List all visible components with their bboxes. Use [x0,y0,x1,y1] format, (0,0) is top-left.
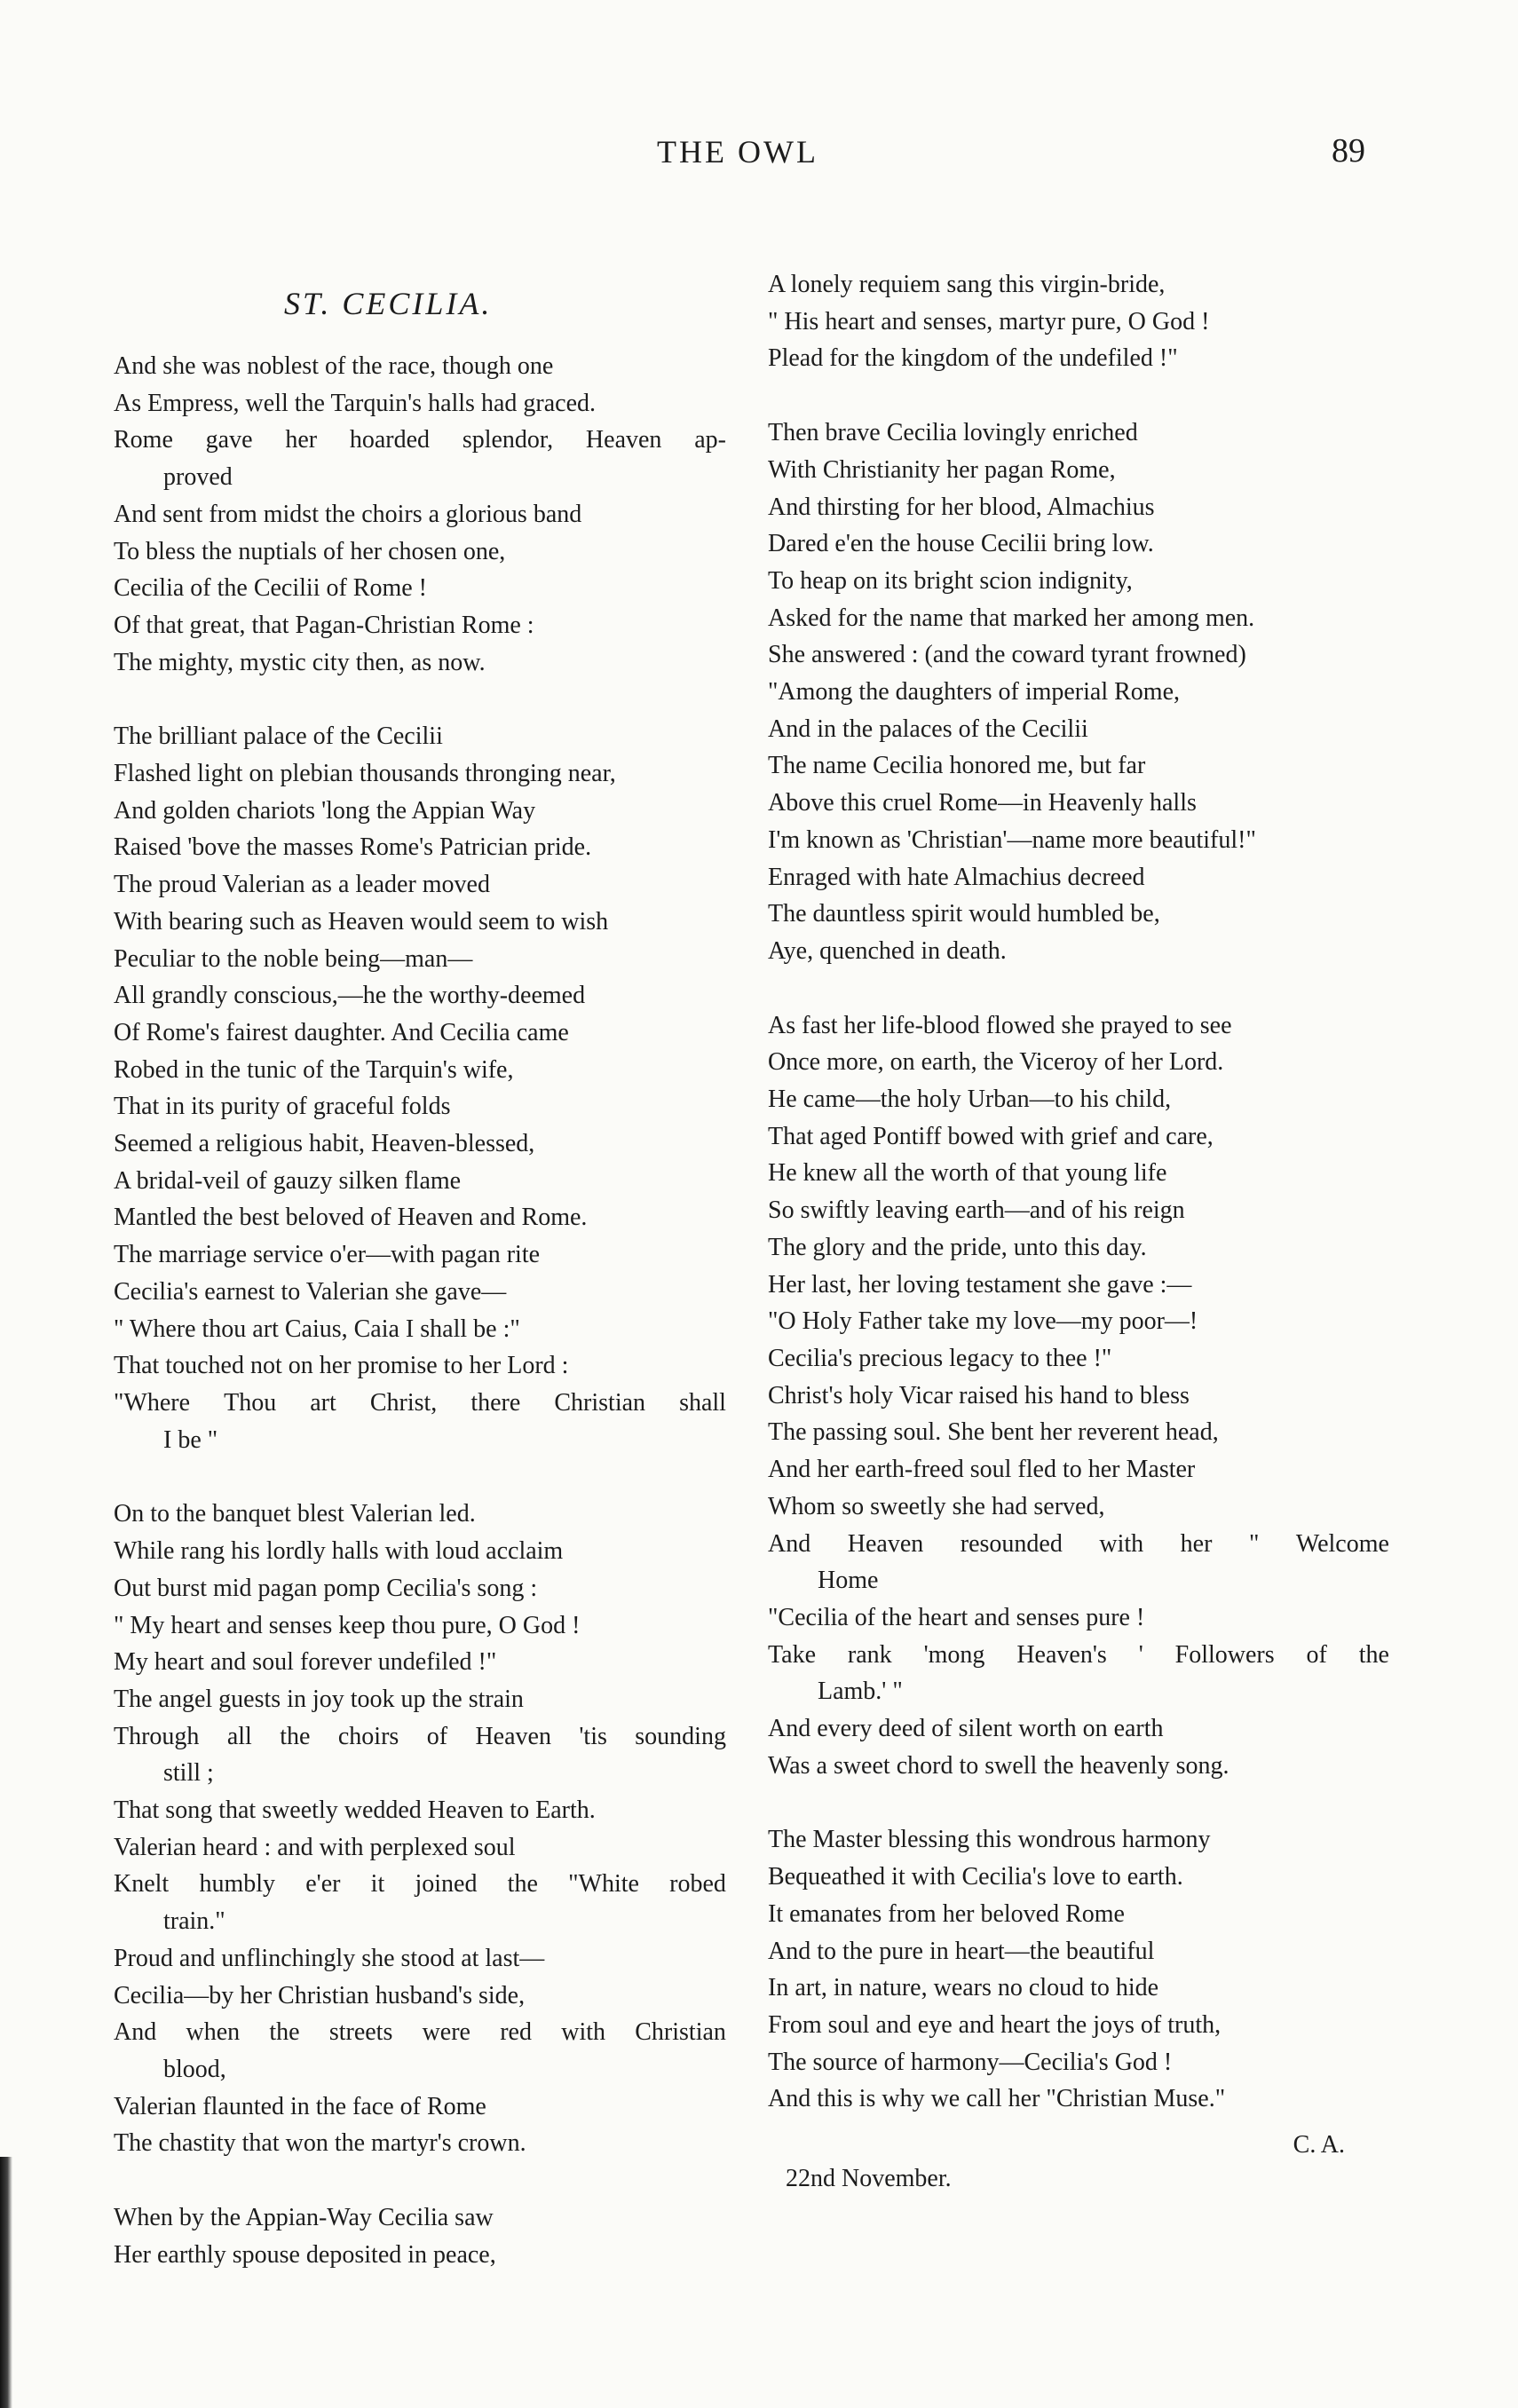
date-line: 22nd November. [786,2164,952,2192]
poem-line: Cecilia's precious legacy to thee !" [768,1344,1112,1372]
word: with [561,2018,605,2047]
poem-line: While rang his lordly halls with loud acclaim [114,1537,564,1566]
stanza-gap [114,2162,726,2199]
poem-line: Raised 'bove the masses Rome's Patrician pride. [114,833,592,862]
poem-line: That song that sweetly wedded Heaven to Earth. [114,1796,596,1825]
stanza-gap [114,1458,726,1496]
word: Christian [554,1388,646,1417]
poem-line: Asked for the name that marked her among men. [768,604,1255,632]
poem-line: Flashed light on plebian thousands thronging near, [114,760,616,788]
word: the [1358,1640,1389,1669]
poem-line: She answered : (and the coward tyrant frowned) [768,641,1246,669]
word: the [269,2018,300,2047]
poem-line: On to the banquet blest Valerian led. [114,1500,476,1528]
poem-line: To heap on its bright scion indignity, [768,566,1133,595]
poem-line: Proud and unflinchingly she stood at last— [114,1944,545,1972]
poem-title: ST. CECILIA. [284,286,493,321]
poem-line [768,1526,1389,1563]
poem-line: The chastity that won the martyr's crown. [114,2129,526,2158]
poem-line: Bequeathed it with Cecilia's love to earth. [768,1863,1183,1891]
poem-line: " My heart and senses keep thou pure, O God ! [114,1611,581,1639]
poem-line: Home [818,1567,879,1595]
poem-line: "Among the daughters of imperial Rome, [768,678,1180,707]
poem-line: And this is why we call her "Christian Muse." [768,2085,1226,2113]
poem-line: And she was noblest of the race, though one [114,352,554,380]
poem-line: And to the pure in heart—the beautiful [768,1937,1155,1965]
poem-line: Enraged with hate Almachius decreed [768,863,1145,891]
poem-line: Of Rome's fairest daughter. And Cecilia came [114,1018,569,1046]
poem-line: The mighty, mystic city then, as now. [114,648,486,676]
poem-line: Cecilia of the Cecilii of Rome ! [114,574,428,603]
poem-line: The dauntless spirit would humbled be, [768,900,1160,928]
running-head [0,133,1518,186]
word: the [280,1722,311,1750]
poem-line: Aye, quenched in death. [768,936,1007,965]
word: hoarded [349,426,431,454]
poem-line: Her earthly spouse deposited in peace, [114,2240,496,2269]
word: resounded [960,1529,1063,1558]
word: And [768,1529,811,1558]
word: 'mong [923,1640,985,1669]
word: "Where [114,1388,191,1417]
page-number: 89 [1332,132,1365,170]
poem-line: Valerian flaunted in the face of Rome [114,2092,486,2120]
word: Knelt [114,1870,170,1899]
word: humbly [199,1870,275,1899]
poem-line: Seemed a religious habit, Heaven-blessed, [114,1130,535,1158]
left-column [114,266,726,2273]
word: her [285,426,318,454]
poem-line: Plead for the kingdom of the undefiled !" [768,344,1178,373]
word: gave [205,426,253,454]
poem-line: And thirsting for her blood, Almachius [768,493,1155,521]
word: Heaven [585,426,662,454]
word: "White [568,1870,639,1899]
poem-line: My heart and soul forever undefiled !" [114,1648,497,1677]
word: were [422,2018,470,2047]
word: And [114,2018,157,2047]
poem-line: Of that great, that Pagan-Christian Rome : [114,611,534,639]
stanza [114,2199,726,2273]
poem-line: Cecilia—by her Christian husband's side, [114,1981,526,2009]
poem-line: The Master blessing this wondrous harmony [768,1826,1211,1854]
poem-line: Was a sweet chord to swell the heavenly song. [768,1751,1229,1780]
word: Christ, [369,1388,438,1417]
poem-line: I be " [163,1425,218,1454]
poem-line: When by the Appian-Way Cecilia saw [114,2204,494,2232]
poem-line: " Where thou art Caius, Caia I shall be :" [114,1315,520,1343]
word: sounding [635,1722,726,1750]
poem-line: Her last, her loving testament she gave :— [768,1270,1192,1299]
poem-line: Dared e'en the house Cecilii bring low. [768,530,1154,558]
poem-line: " His heart and senses, martyr pure, O God ! [768,307,1210,336]
poem-line: The marriage service o'er—with pagan rite [114,1241,541,1269]
poem-line: A bridal-veil of gauzy silken flame [114,1166,462,1195]
poem-line: From soul and eye and heart the joys of truth, [768,2010,1222,2039]
poem-line: I'm known as 'Christian'—name more beautiful!" [768,825,1256,854]
poem-line: And golden chariots 'long the Appian Way [114,796,536,825]
word: ap- [694,426,726,454]
left-stanzas [114,348,726,2273]
word: Take [768,1640,817,1669]
poem-line: Then brave Cecilia lovingly enriched [768,419,1138,447]
poem-line: train." [163,1907,225,1936]
poem-line: With Christianity her pagan Rome, [768,455,1116,484]
word: streets [328,2018,393,2047]
poem-line: That in its purity of graceful folds [114,1093,451,1121]
stanza-gap [768,1784,1389,1821]
word: joined [415,1870,478,1899]
poem-line: With bearing such as Heaven would seem to wish [114,907,609,936]
poem-line: Above this cruel Rome—in Heavenly halls [768,789,1197,817]
right-stanzas [768,266,1389,2118]
poem-line: As fast her life-blood flowed she prayed to see [768,1011,1232,1039]
poem-line: The source of harmony—Cecilia's God ! [768,2048,1173,2076]
stanza [768,1007,1389,1785]
poem-line: Lamb.' " [818,1678,903,1706]
poem-line: Cecilia's earnest to Valerian she gave— [114,1277,507,1306]
word: Rome [114,426,173,454]
poem-line: Valerian heard : and with perplexed soul [114,1833,516,1861]
word: Through [114,1722,200,1750]
word: with [1099,1529,1144,1558]
poem-line: The name Cecilia honored me, but far [768,752,1146,780]
poem-line: It emanates from her beloved Rome [768,1899,1125,1928]
word: red [500,2018,532,2047]
poem-line: As Empress, well the Tarquin's halls had graced. [114,389,596,417]
word: all [226,1722,252,1750]
stanza [114,718,726,1458]
stanza-gap [768,970,1389,1007]
poem-line: In art, in nature, wears no cloud to hide [768,1974,1159,2002]
poem-line: He came—the holy Urban—to his child, [768,1086,1172,1114]
word: " [1248,1529,1260,1558]
poem-line: The angel guests in joy took up the strain [114,1685,524,1713]
poem-line: That aged Pontiff bowed with grief and care, [768,1122,1214,1150]
signature: C. A. [1293,2131,1345,2159]
word: choirs [337,1722,399,1750]
poem-line [114,1718,726,1756]
poem-line: All grandly conscious,—he the worthy-deemed [114,982,586,1010]
poem-line: Once more, on earth, the Viceroy of her Lord. [768,1048,1224,1077]
poem-line: The proud Valerian as a leader moved [114,871,490,899]
poem-line: Robed in the tunic of the Tarquin's wife, [114,1055,514,1084]
poem-line: And in the palaces of the Cecilii [768,715,1088,743]
poem-line [114,2014,726,2051]
word: her [1180,1529,1213,1558]
poem-line [114,1866,726,1903]
poem-line: To bless the nuptials of her chosen one, [114,537,506,565]
poem-line [114,1385,726,1422]
poem-line: Mantled the best beloved of Heaven and Rome. [114,1204,588,1232]
page-edge-shadow [0,2157,12,2408]
stanza [114,348,726,681]
poem-line: And every deed of silent worth on earth [768,1715,1164,1743]
word: it [370,1870,385,1899]
poem-line: proved [163,463,233,492]
journal-title: THE OWL [657,134,818,170]
word: of [426,1722,448,1750]
poem-line: still ; [163,1759,214,1788]
poem-line: blood, [163,2055,226,2083]
word: ' [1138,1640,1143,1669]
word: of [1306,1640,1327,1669]
word: art [310,1388,336,1417]
word: Thou [224,1388,277,1417]
poem-line: "Cecilia of the heart and senses pure ! [768,1603,1145,1631]
word: Welcome [1295,1529,1389,1558]
poem-line: He knew all the worth of that young life [768,1159,1167,1188]
poem-line [114,422,726,459]
poem-line: And sent from midst the choirs a glorious band [114,500,582,528]
word: splendor, [462,426,554,454]
poem-line: Christ's holy Vicar raised his hand to bless [768,1381,1190,1409]
word: e'er [305,1870,341,1899]
stanza [768,266,1389,377]
word: Heaven's [1016,1640,1107,1669]
stanza-gap [114,681,726,718]
word: there [470,1388,521,1417]
poem-line: That touched not on her promise to her Lord : [114,1352,569,1380]
word: when [186,2018,241,2047]
word: robed [669,1870,726,1899]
right-column [768,266,1389,2197]
word: Heaven [475,1722,551,1750]
word: 'tis [579,1722,607,1750]
poem-line: A lonely requiem sang this virgin-bride, [768,271,1166,298]
word: shall [679,1388,726,1417]
poem-line [768,1637,1389,1674]
poem-line: The glory and the pride, unto this day. [768,1233,1147,1261]
poem-line: So swiftly leaving earth—and of his reign [768,1196,1185,1225]
stanza [114,1496,726,2162]
poem-line: The brilliant palace of the Cecilii [114,722,443,751]
poem-line: And her earth-freed soul fled to her Master [768,1456,1196,1484]
poem-line: Out burst mid pagan pomp Cecilia's song : [114,1574,538,1602]
stanza-gap [768,377,1389,414]
poem-line: The passing soul. She bent her reverent head, [768,1418,1219,1447]
stanza [768,414,1389,970]
poem-line: Whom so sweetly she had served, [768,1492,1105,1520]
stanza [768,1821,1389,2118]
word: the [507,1870,538,1899]
poem-line: Peculiar to the noble being—man— [114,944,473,973]
poem-line: "O Holy Father take my love—my poor—! [768,1307,1198,1336]
word: Heaven [847,1529,924,1558]
word: rank [847,1640,892,1669]
word: Followers [1174,1640,1275,1669]
word: Christian [635,2018,726,2047]
